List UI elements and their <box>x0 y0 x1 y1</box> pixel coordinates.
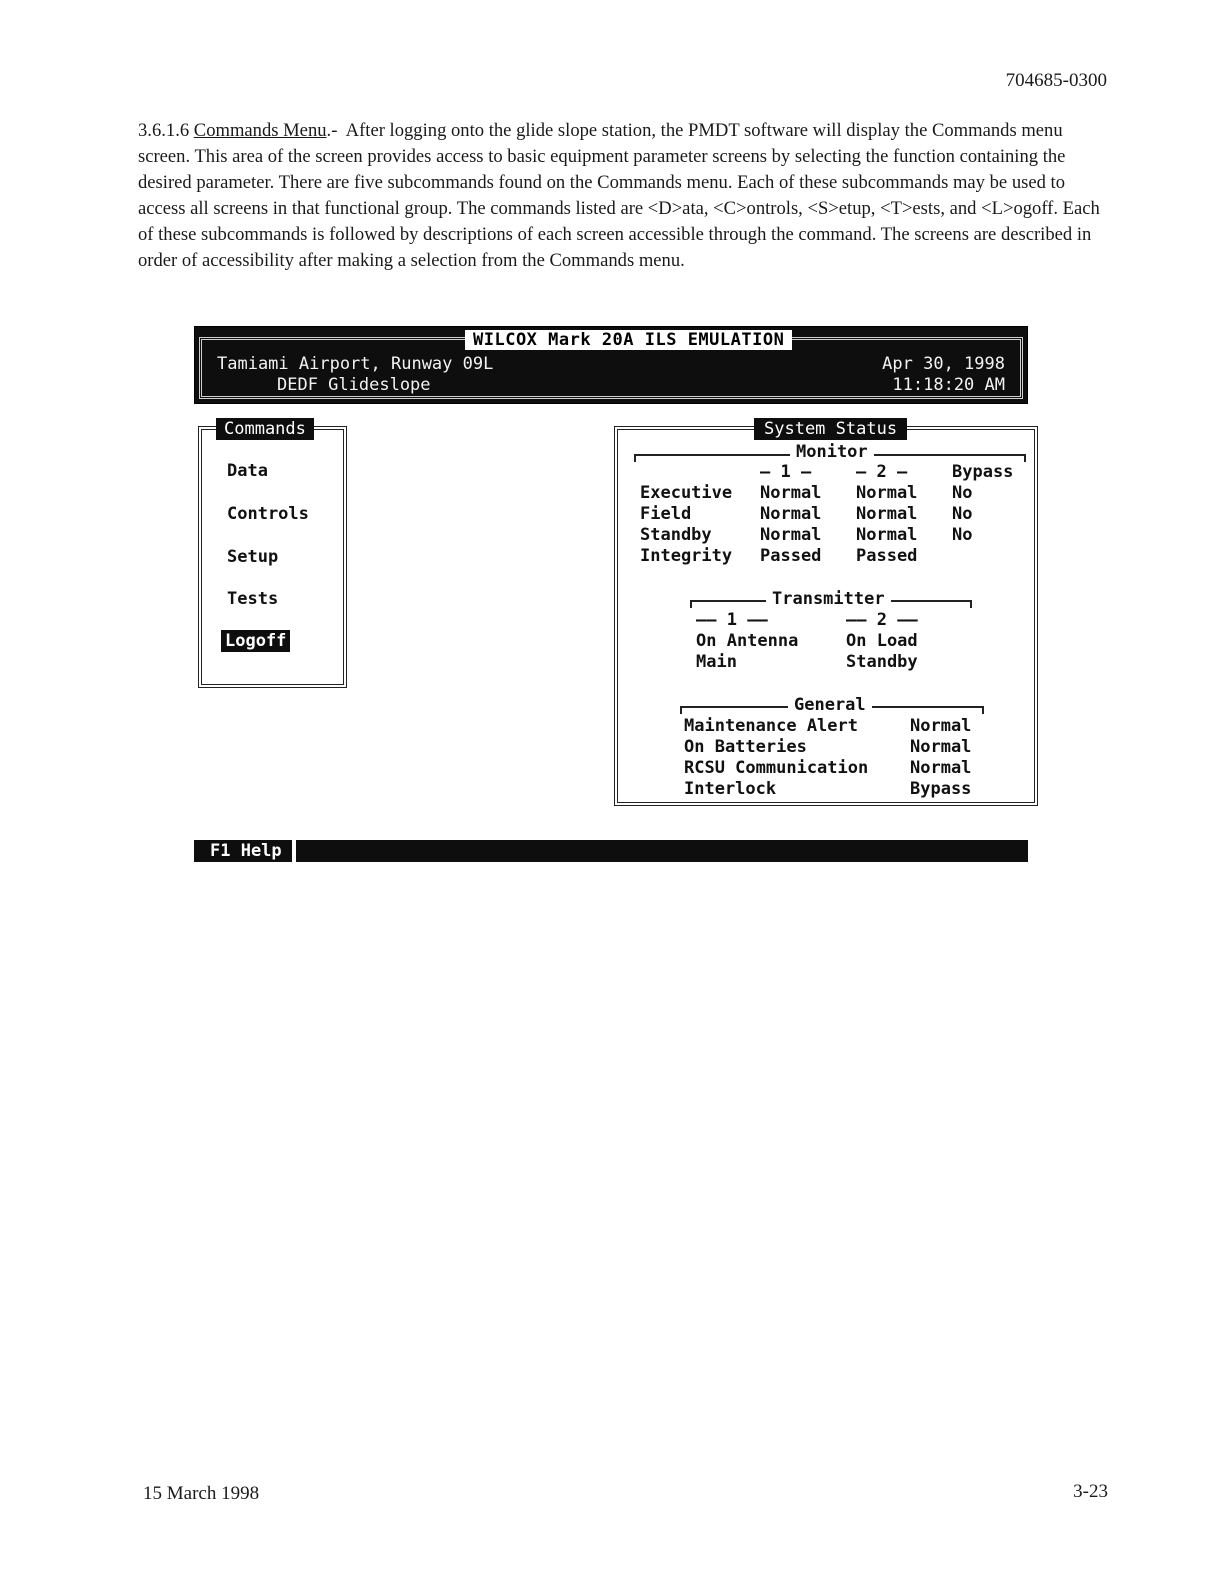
monitor-row-value: Normal <box>760 504 822 524</box>
menu-item-controls[interactable]: Controls <box>227 504 309 524</box>
general-title: General <box>788 695 872 715</box>
menu-item-logoff[interactable]: Logoff <box>221 630 290 652</box>
monitor-row-bypass: No <box>952 525 973 545</box>
monitor-rule-right-tick <box>1024 454 1026 462</box>
monitor-row-value: Passed <box>760 546 822 566</box>
status-bar <box>194 840 1028 862</box>
monitor-row-value: Normal <box>856 483 918 503</box>
monitor-row-label: Executive <box>640 483 733 503</box>
transmitter-value: On Load <box>846 631 918 651</box>
monitor-col-bypass: Bypass <box>952 462 1014 482</box>
general-row-label: RCSU Communication <box>684 758 869 778</box>
menu-item-tests[interactable]: Tests <box>227 589 279 609</box>
general-row-label: On Batteries <box>684 737 807 757</box>
monitor-rule-left-tick <box>634 454 636 462</box>
monitor-title: Monitor <box>790 442 874 462</box>
section-paragraph <box>138 118 1104 274</box>
monitor-col-2: — 2 — <box>856 462 908 482</box>
help-key-button[interactable]: F1 Help <box>200 840 296 862</box>
time-readout: 11:18:20 AM <box>892 375 1005 395</box>
system-status-header: System Status <box>754 418 907 440</box>
commands-menu <box>198 419 347 688</box>
general-row-value: Normal <box>910 737 972 757</box>
footer-page-number: 3-23 <box>1073 1481 1108 1502</box>
transmitter-col-1: —— 1 —— <box>696 610 768 630</box>
transmitter-rule-left-tick <box>690 600 692 608</box>
transmitter-col-2: —— 2 —— <box>846 610 918 630</box>
monitor-row-value: Normal <box>760 483 822 503</box>
date-readout: Apr 30, 1998 <box>882 354 1005 374</box>
monitor-row-label: Field <box>640 504 692 524</box>
transmitter-value: Main <box>696 652 737 672</box>
monitor-row-label: Standby <box>640 525 712 545</box>
commands-menu-header: Commands <box>216 418 314 440</box>
section-heading: Commands Menu <box>193 120 327 141</box>
general-rule-left-tick <box>680 706 682 714</box>
transmitter-rule-right-tick <box>970 600 972 608</box>
general-row-label: Interlock <box>684 779 777 799</box>
menu-item-setup[interactable]: Setup <box>227 547 279 567</box>
window-title: WILCOX Mark 20A ILS EMULATION <box>465 330 792 350</box>
title-bar <box>194 326 1028 404</box>
general-row-value: Bypass <box>910 779 972 799</box>
monitor-row-label: Integrity <box>640 546 733 566</box>
monitor-row-value: Normal <box>856 504 918 524</box>
section-number: 3.6.1.6 <box>138 120 190 141</box>
general-row-value: Normal <box>910 716 972 736</box>
transmitter-value: On Antenna <box>696 631 799 651</box>
monitor-col-2-label: 2 <box>876 462 887 482</box>
section-body-text: After logging onto the glide slope station, the PMDT software will display the Commands menu screen. This area of the screen provides access to basic equipment parameter screens by selecting the function containing the desired parameter. There are five subcommands found on the Commands menu. Each of these subcommands may be used to access all screens in that functional group. The commands listed are <D>ata, <C>ontrols, <S>etup, <T>ests, and <L>ogoff. Each of these subcommands is followed by descriptions of each screen accessible through the command. The screens are described in order of accessibility after making a selection from the Commands menu. <box>138 120 1100 271</box>
monitor-col-1: — 1 — <box>760 462 812 482</box>
monitor-row-value: Passed <box>856 546 918 566</box>
general-rule-right-tick <box>982 706 984 714</box>
pmdt-screen <box>194 326 1028 864</box>
monitor-col-1-label: 1 <box>780 462 791 482</box>
transmitter-value: Standby <box>846 652 918 672</box>
system-status-panel <box>614 419 1038 806</box>
monitor-row-value: Normal <box>760 525 822 545</box>
transmitter-title: Transmitter <box>766 589 891 609</box>
monitor-row-bypass: No <box>952 483 973 503</box>
location-line-1: Tamiami Airport, Runway 09L <box>217 354 494 374</box>
document-number: 704685-0300 <box>1005 70 1107 91</box>
menu-item-data[interactable]: Data <box>227 461 268 481</box>
footer-date: 15 March 1998 <box>143 1483 260 1504</box>
monitor-row-value: Normal <box>856 525 918 545</box>
monitor-row-bypass: No <box>952 504 973 524</box>
general-row-value: Normal <box>910 758 972 778</box>
transmitter-col-1-label: 1 <box>726 610 737 630</box>
transmitter-col-2-label: 2 <box>876 610 887 630</box>
location-line-2: DEDF Glideslope <box>277 375 431 395</box>
section-heading-suffix: .- <box>326 120 338 141</box>
general-row-label: Maintenance Alert <box>684 716 858 736</box>
